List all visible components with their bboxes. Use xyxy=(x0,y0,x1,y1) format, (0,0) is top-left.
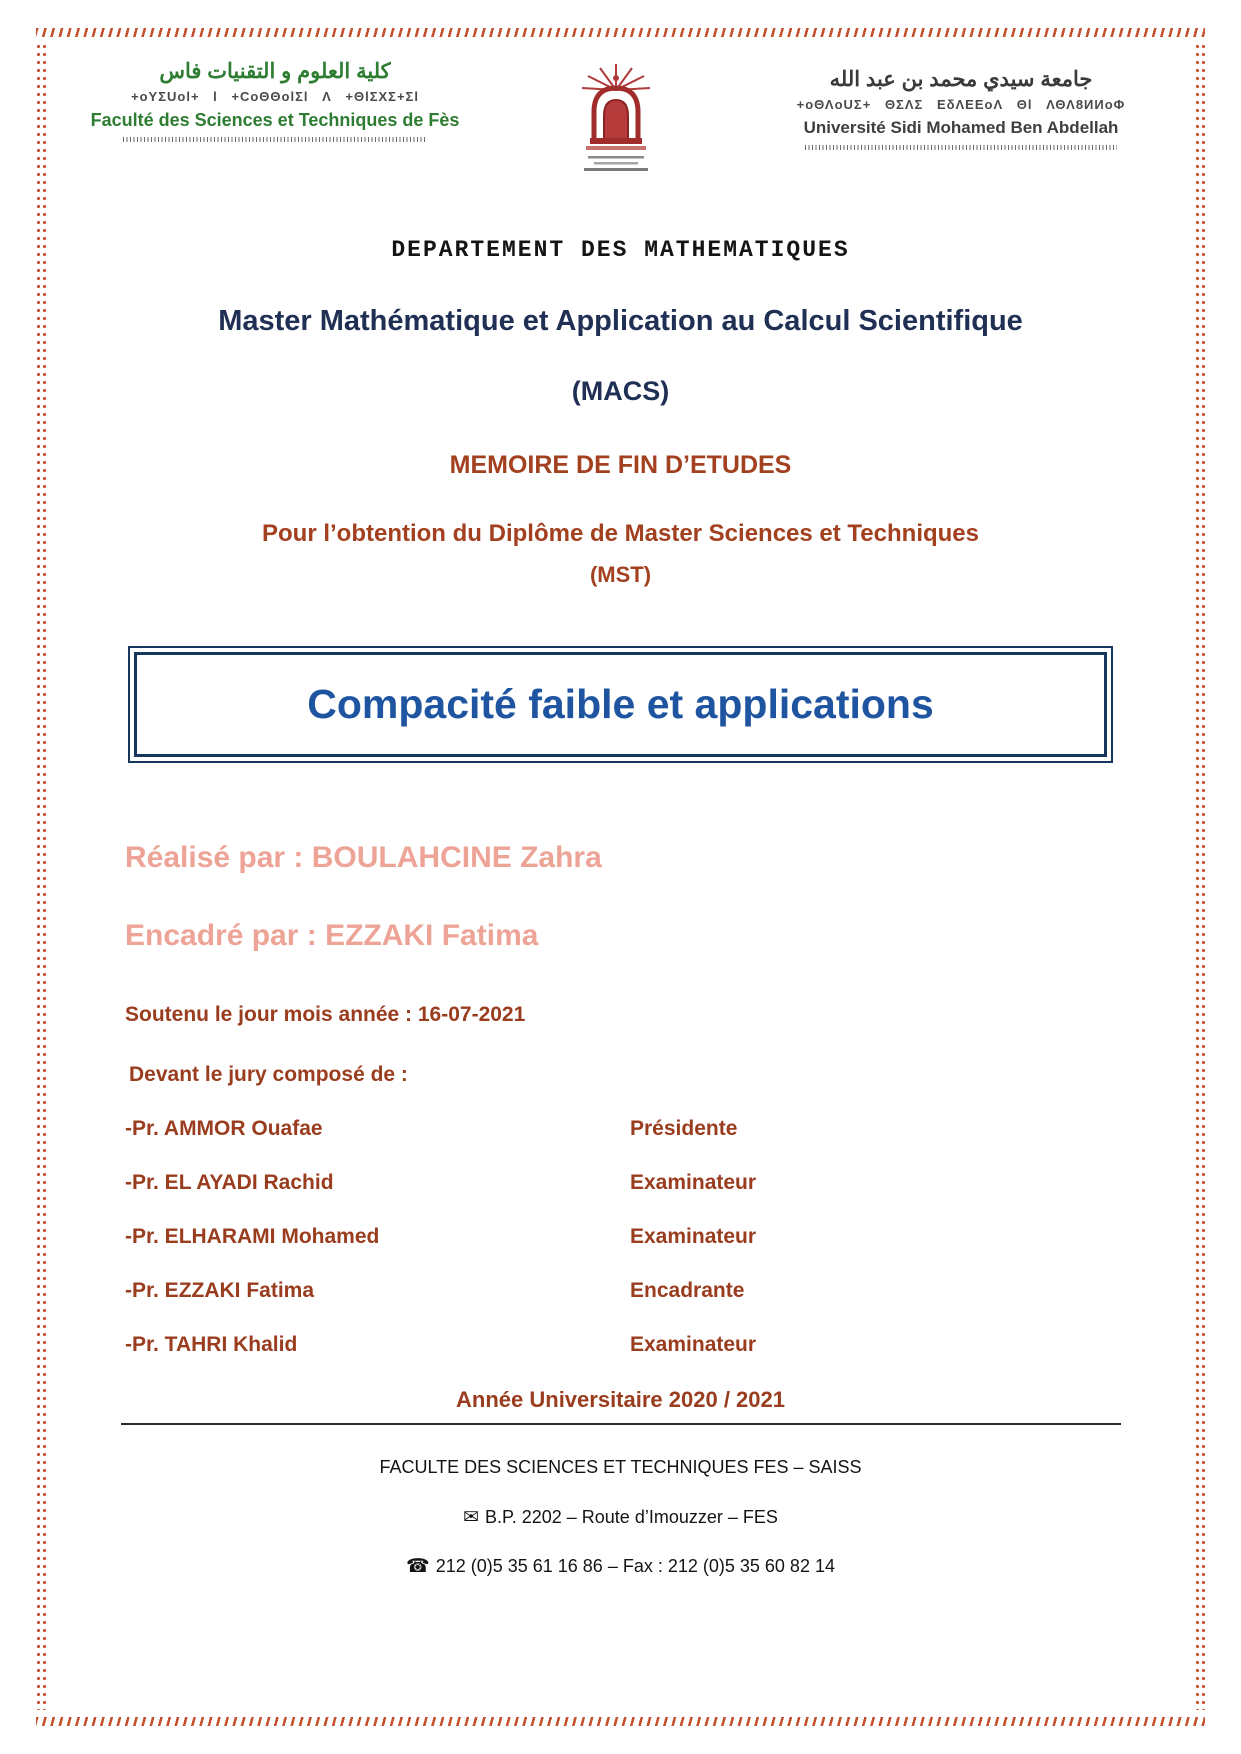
jury-member-name: -Pr. EZZAKI Fatima xyxy=(125,1279,315,1302)
thesis-title: Compacité faible et applications xyxy=(307,681,934,727)
credits-section xyxy=(0,841,1241,1357)
footer-phone-line xyxy=(0,1555,1241,1578)
university-arabic-text: جامعة سيدي محمد بن عبد الله xyxy=(829,68,1093,91)
jury-row xyxy=(125,1117,1116,1141)
jury-row xyxy=(125,1171,1116,1195)
footer-phone-text: 212 (0)5 35 61 16 86 – Fax : 212 (0)5 35 60 82 14 xyxy=(435,1556,835,1576)
jury-member-role: Examinateur xyxy=(630,1333,757,1356)
university-logo xyxy=(556,58,676,185)
department-heading: DEPARTEMENT DES MATHEMATIQUES xyxy=(391,237,850,263)
faculty-tifinagh-text: +oYΣUol+ l +CoΘΘolΣl Λ +ΘlΣXΣ+Σl xyxy=(131,89,419,105)
jury-member-name: -Pr. ELHARAMI Mohamed xyxy=(125,1225,380,1248)
jury-member-role: Présidente xyxy=(630,1117,738,1140)
university-tifinagh-text: +oΘΛoUΣ+ ΘΣΛΣ ΕδΛΕΕoΛ Θl ΛΘΛ8ИИoΦ xyxy=(796,97,1126,113)
footer-address-text: B.P. 2202 – Route d’Imouzzer – FES xyxy=(485,1507,778,1527)
faculty-barcode-decoration xyxy=(123,137,427,142)
jury-row xyxy=(125,1333,1116,1357)
university-emblem-icon xyxy=(564,60,668,180)
jury-member-name: -Pr. EL AYADI Rachid xyxy=(125,1171,334,1194)
university-header-block xyxy=(761,58,1161,150)
defense-date-line: Soutenu le jour mois année : 16-07-2021 xyxy=(125,1003,526,1026)
university-barcode-decoration xyxy=(805,145,1117,150)
thesis-title-box-inner xyxy=(134,652,1107,757)
page-header xyxy=(0,0,1241,185)
jury-member-role: Encadrante xyxy=(630,1279,745,1302)
phone-icon: ☎ xyxy=(406,1556,430,1577)
jury-row xyxy=(125,1225,1116,1249)
diplome-subtitle: Pour l’obtention du Diplôme de Master Sciences et Techniques xyxy=(261,520,979,547)
mail-icon: ✉ xyxy=(463,1507,480,1528)
jury-heading: Devant le jury composé de : xyxy=(129,1063,408,1086)
author-line: Réalisé par : BOULAHCINE Zahra xyxy=(125,841,602,874)
footer-faculty-name: FACULTE DES SCIENCES ET TECHNIQUES FES – SAISS xyxy=(379,1457,862,1477)
footer-address-line xyxy=(0,1506,1241,1529)
jury-member-role: Examinateur xyxy=(630,1171,757,1194)
jury-list xyxy=(125,1117,1116,1357)
supervisor-line: Encadré par : EZZAKI Fatima xyxy=(125,919,539,952)
thesis-title-box xyxy=(128,646,1113,763)
border-bottom-dashes xyxy=(36,1717,1205,1726)
footer-divider xyxy=(121,1423,1121,1425)
master-acronym: (MACS) xyxy=(571,376,670,406)
faculty-arabic-text: كلية العلوم و التقنيات فاس xyxy=(159,60,391,83)
master-program-title: Master Mathématique et Application au Calcul Scientifique xyxy=(218,305,1023,337)
academic-year-line: Année Universitaire 2020 / 2021 xyxy=(456,1387,785,1412)
jury-member-name: -Pr. TAHRI Khalid xyxy=(125,1333,298,1356)
page-footer xyxy=(0,1457,1241,1578)
faculty-french-text: Faculté des Sciences et Techniques de Fès xyxy=(90,109,460,130)
university-french-text: Université Sidi Mohamed Ben Abdellah xyxy=(803,117,1119,137)
jury-member-role: Examinateur xyxy=(630,1225,757,1248)
jury-row xyxy=(125,1279,1116,1303)
memoire-heading: MEMOIRE DE FIN D’ETUDES xyxy=(449,451,792,479)
diplome-acronym: (MST) xyxy=(589,562,652,587)
jury-member-name: -Pr. AMMOR Ouafae xyxy=(125,1117,323,1140)
faculty-header-block xyxy=(80,58,470,142)
